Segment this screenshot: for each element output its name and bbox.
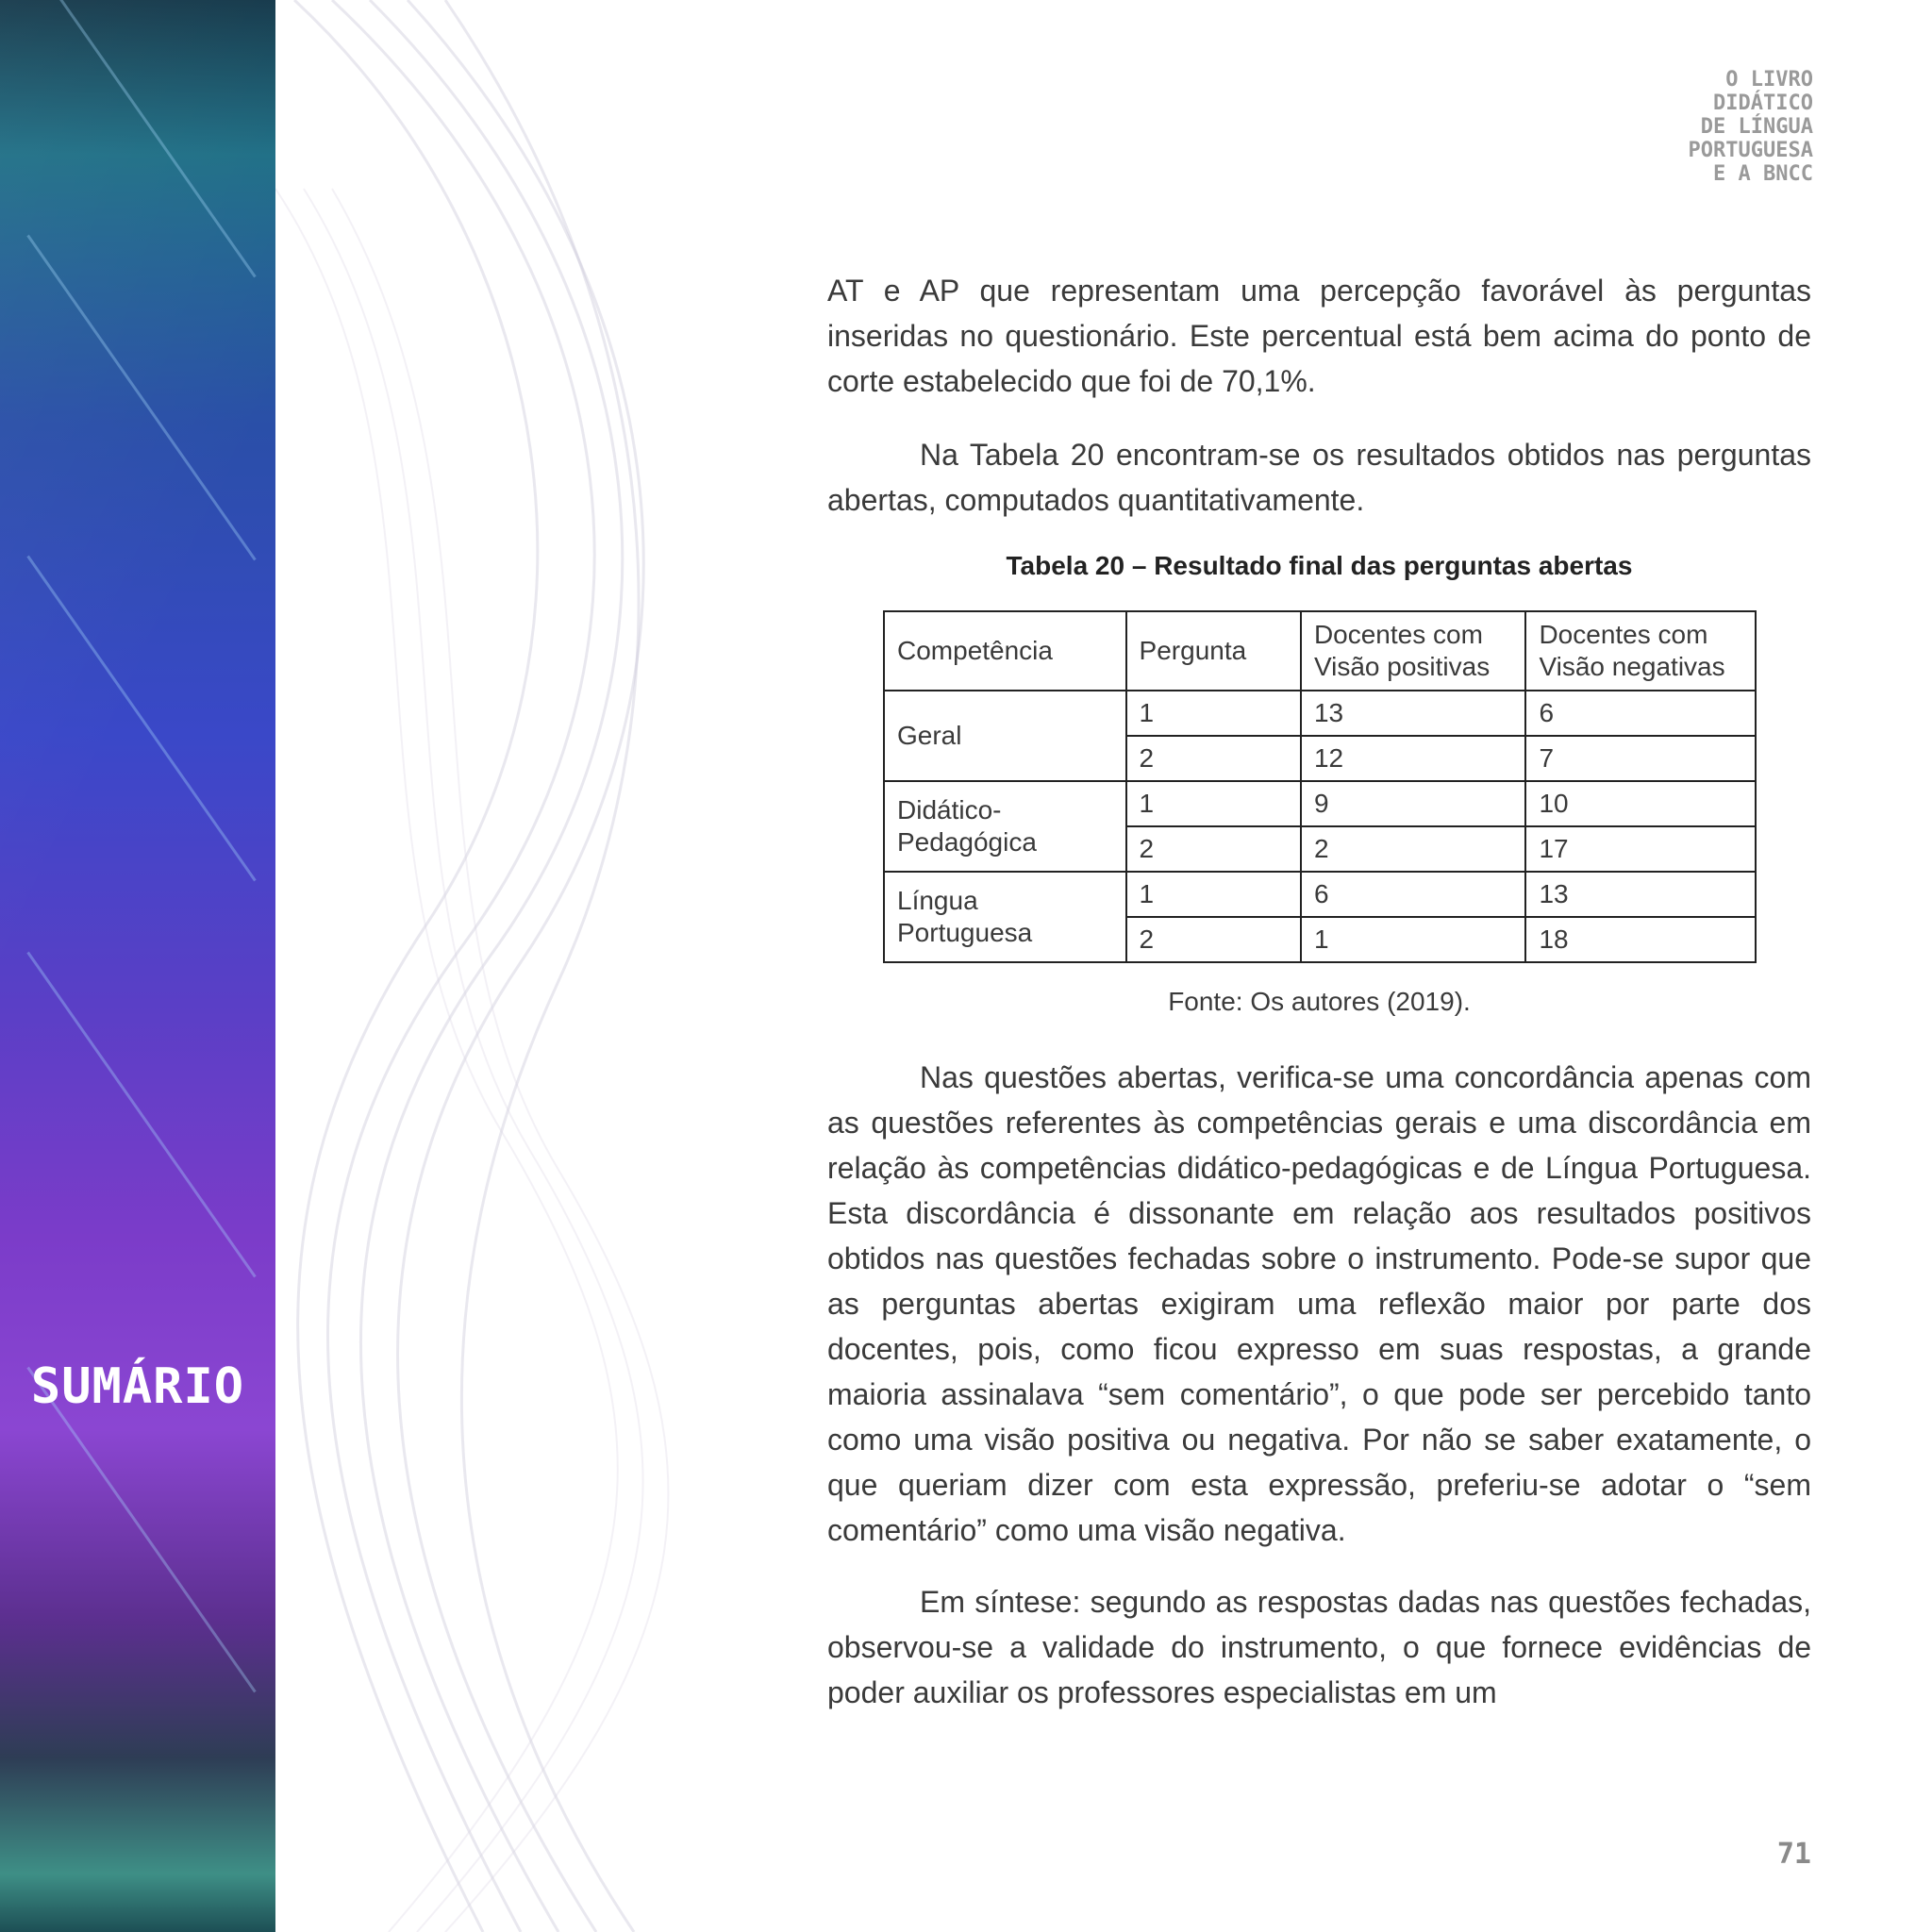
book-title [1689,68,1813,186]
table-cell: 1 [1126,691,1301,736]
decorative-streak [26,235,256,561]
body-paragraph: AT e AP que representam uma percepção favorável às perguntas inseridas no questionário. Este percentual está bem acima do ponto de corte estabelecido que foi de 70,1%. [827,274,1811,398]
decorative-streak [26,952,256,1278]
upper-text [827,268,1811,523]
decorative-streak [26,556,256,882]
results-table [883,610,1757,963]
table-header-cell: Docentes com Visão negativas [1525,611,1756,691]
table-cell: 13 [1525,872,1756,917]
body-paragraph: Em síntese: segundo as respostas dadas nas questões fechadas, observou-se a validade do instrumento, o que fornece evidências de poder auxiliar os professores especialistas em um [827,1585,1811,1709]
table-cell: 10 [1525,781,1756,826]
table-cell: 1 [1126,781,1301,826]
table-row [884,691,1756,736]
sumario-link[interactable]: SUMÁRIO [30,1358,245,1415]
table-caption: Tabela 20 – Resultado final das perguntas abertas [1006,551,1633,580]
table-cell: 2 [1126,736,1301,781]
table-cell-competencia: Língua Portuguesa [884,872,1126,962]
table-cell: 6 [1301,872,1526,917]
table-cell-competencia: Geral [884,691,1126,781]
table-header-cell: Pergunta [1126,611,1301,691]
table-cell: 2 [1301,826,1526,872]
table-cell: 12 [1301,736,1526,781]
table-cell: 13 [1301,691,1526,736]
table-cell: 9 [1301,781,1526,826]
decorative-wave [275,0,709,1932]
table-header-cell: Competência [884,611,1126,691]
table-cell: 7 [1525,736,1756,781]
book-title-line: DIDÁTICO [1713,92,1813,115]
table-cell-competencia: Didático-Pedagógica [884,781,1126,872]
table-row [884,781,1756,826]
lower-text [827,1055,1811,1715]
body-paragraph: Nas questões abertas, verifica-se uma concordância apenas com as questões referentes às competências gerais e uma discordância em relação às competências didático-pedagógicas e de Língua Portuguesa. Esta discordância é dissonante em relação aos resultados positivos obtidos nas questões fechadas sobre o instrumento. Pode-se supor que as perguntas abertas exigiram uma reflexão maior por parte dos docentes, pois, como ficou expresso em suas respostas, a grande maioria assinalava “sem comentário”, o que pode ser percebido tanto como uma visão positiva ou negativa. Por não se saber exatamente, o que queriam dizer com esta expressão, preferiu-se adotar o “sem comentário” como uma visão negativa. [827,1060,1811,1547]
decorative-streak [26,0,256,277]
book-title-line: PORTUGUESA [1688,139,1813,162]
table-header-cell: Docentes com Visão positivas [1301,611,1526,691]
book-title-line: E A BNCC [1713,162,1813,186]
book-title-line: O LIVRO [1725,68,1813,92]
body-paragraph: Na Tabela 20 encontram-se os resultados obtidos nas perguntas abertas, computados quantitativamente. [827,438,1811,517]
table-cell: 2 [1126,917,1301,962]
table-cell: 2 [1126,826,1301,872]
table-header-row [884,611,1756,691]
book-title-line: DE LÍNGUA [1700,115,1813,139]
table-cell: 1 [1301,917,1526,962]
sidebar [0,0,275,1932]
table-cell: 18 [1525,917,1756,962]
table-cell: 1 [1126,872,1301,917]
table-cell: 6 [1525,691,1756,736]
page-number: 71 [1776,1838,1811,1871]
table-cell: 17 [1525,826,1756,872]
table-row [884,872,1756,917]
decorative-streak [26,1367,256,1693]
table-source: Fonte: Os autores (2019). [1168,987,1471,1016]
